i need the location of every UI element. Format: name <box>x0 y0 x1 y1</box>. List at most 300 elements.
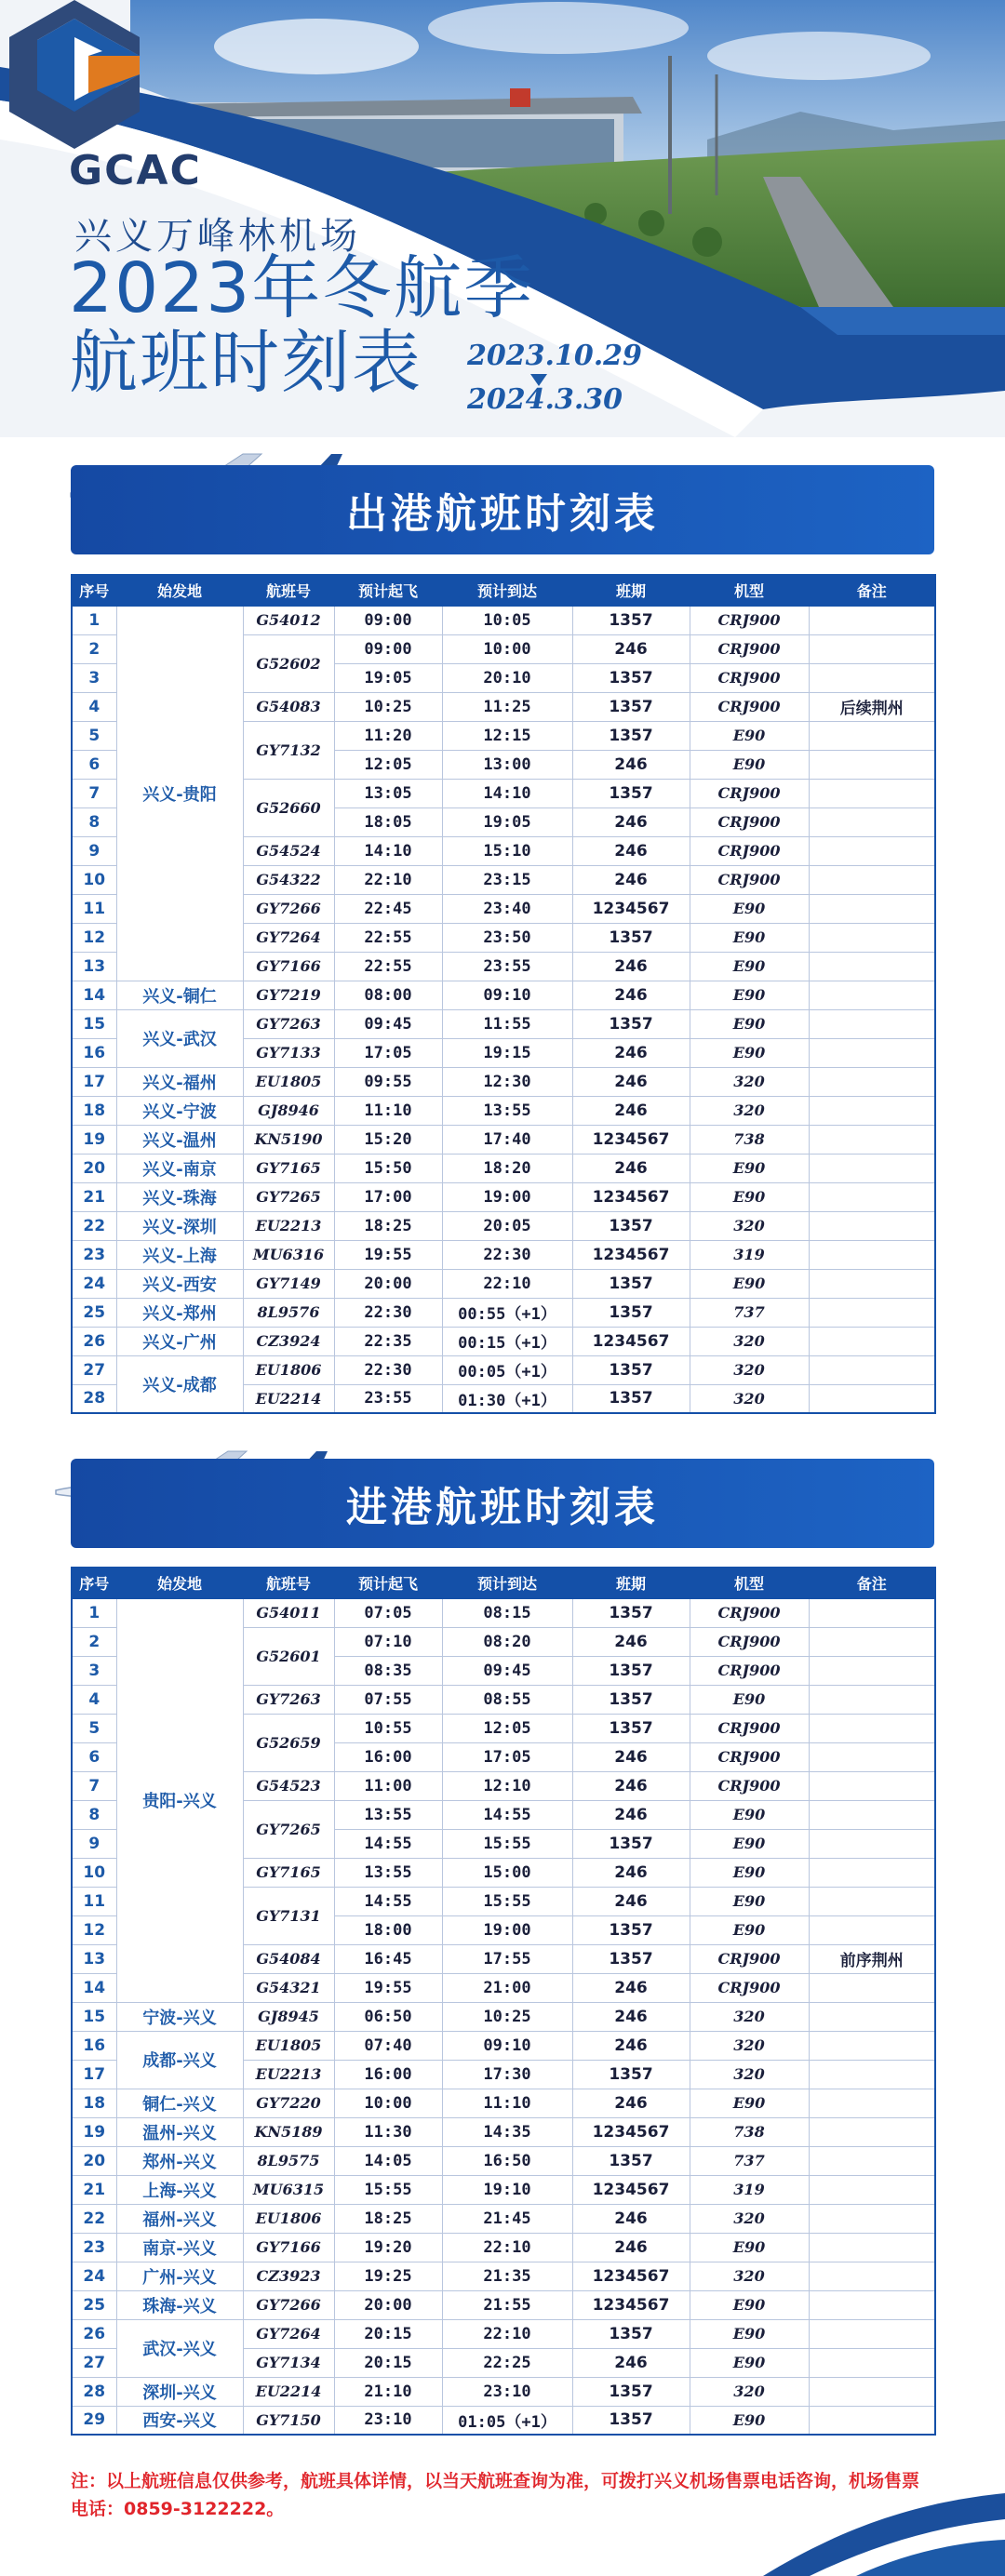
aircraft-type: E90 <box>690 1685 809 1714</box>
flight-number: GY7266 <box>243 2290 334 2319</box>
aircraft-type: 737 <box>690 1298 809 1327</box>
route-cell: 铜仁-兴义 <box>116 2089 243 2117</box>
remark <box>809 1096 935 1125</box>
flight-number: G54084 <box>243 1944 334 1973</box>
table-row <box>72 2146 935 2175</box>
table-row <box>72 1125 935 1154</box>
arrival-time: 08:20 <box>442 1627 572 1656</box>
aircraft-type: E90 <box>690 981 809 1009</box>
flight-number: GY7265 <box>243 1182 334 1211</box>
row-index: 20 <box>72 1154 116 1182</box>
arrival-time: 00:55（+1） <box>442 1298 572 1327</box>
route-cell: 成都-兴义 <box>116 2031 243 2089</box>
arrival-time: 17:30 <box>442 2060 572 2089</box>
departure-time: 10:55 <box>334 1714 442 1742</box>
aircraft-type: E90 <box>690 1038 809 1067</box>
table-row <box>72 2031 935 2060</box>
flight-number: GJ8945 <box>243 2002 334 2031</box>
row-index: 9 <box>72 1829 116 1858</box>
route-cell: 福州-兴义 <box>116 2204 243 2233</box>
row-index: 5 <box>72 721 116 750</box>
flight-number: GY7265 <box>243 1800 334 1858</box>
aircraft-type: CRJ900 <box>690 1973 809 2002</box>
arrival-time: 12:30 <box>442 1067 572 1096</box>
col-aircraft: 机型 <box>690 575 809 606</box>
aircraft-type: E90 <box>690 1269 809 1298</box>
row-index: 10 <box>72 865 116 894</box>
operating-days: 246 <box>572 2002 690 2031</box>
airport-name: 兴义万峰林机场 <box>74 215 361 258</box>
arrival-time: 09:10 <box>442 981 572 1009</box>
remark <box>809 663 935 692</box>
departure-time: 22:55 <box>334 923 442 952</box>
flight-number: GY7220 <box>243 2089 334 2117</box>
aircraft-type: E90 <box>690 2089 809 2117</box>
arrival-time: 13:55 <box>442 1096 572 1125</box>
row-index: 7 <box>72 779 116 808</box>
aircraft-type: E90 <box>690 1154 809 1182</box>
arrival-time: 20:10 <box>442 663 572 692</box>
flight-number: EU2213 <box>243 1211 334 1240</box>
row-index: 4 <box>72 1685 116 1714</box>
arrivals-table <box>71 1567 936 2436</box>
table-row <box>72 2117 935 2146</box>
aircraft-type: CRJ900 <box>690 1714 809 1742</box>
arrival-time: 17:05 <box>442 1742 572 1771</box>
remark <box>809 1182 935 1211</box>
remark <box>809 1038 935 1067</box>
row-index: 16 <box>72 1038 116 1067</box>
departure-time: 22:30 <box>334 1355 442 1384</box>
table-row <box>72 1240 935 1269</box>
row-index: 4 <box>72 692 116 721</box>
departure-time: 06:50 <box>334 2002 442 2031</box>
flight-number: EU1806 <box>243 2204 334 2233</box>
aircraft-type: CRJ900 <box>690 808 809 836</box>
route-cell: 广州-兴义 <box>116 2262 243 2290</box>
aircraft-type: E90 <box>690 1800 809 1829</box>
col-arrival-time: 预计到达 <box>442 575 572 606</box>
arrival-time: 23:15 <box>442 865 572 894</box>
table-row <box>72 2204 935 2233</box>
aircraft-type: 320 <box>690 2204 809 2233</box>
col-flight: 航班号 <box>243 575 334 606</box>
aircraft-type: 320 <box>690 2060 809 2089</box>
remark <box>809 1714 935 1742</box>
row-index: 27 <box>72 1355 116 1384</box>
remark <box>809 952 935 981</box>
col-route: 始发地 <box>116 575 243 606</box>
arrival-time: 17:40 <box>442 1125 572 1154</box>
flight-number: EU1806 <box>243 1355 334 1384</box>
departure-time: 22:35 <box>334 1327 442 1355</box>
flight-number: GY7134 <box>243 2348 334 2377</box>
arrival-time: 22:10 <box>442 2233 572 2262</box>
departure-time: 22:45 <box>334 894 442 923</box>
operating-days: 1357 <box>572 1944 690 1973</box>
arrival-time: 17:55 <box>442 1944 572 1973</box>
aircraft-type: 320 <box>690 1096 809 1125</box>
table-header-row <box>72 1568 935 1598</box>
aircraft-type: E90 <box>690 1829 809 1858</box>
operating-days: 246 <box>572 1742 690 1771</box>
flight-number: GJ8946 <box>243 1096 334 1125</box>
flight-number: GY7131 <box>243 1887 334 1944</box>
flight-number: G54321 <box>243 1973 334 2002</box>
arrival-time: 21:45 <box>442 2204 572 2233</box>
remark: 后续荆州 <box>809 692 935 721</box>
remark <box>809 634 935 663</box>
remark <box>809 2406 935 2435</box>
remark <box>809 1125 935 1154</box>
operating-days: 246 <box>572 2348 690 2377</box>
arrival-time: 11:10 <box>442 2089 572 2117</box>
remark <box>809 1771 935 1800</box>
row-index: 25 <box>72 1298 116 1327</box>
aircraft-type: E90 <box>690 1182 809 1211</box>
departure-time: 07:05 <box>334 1598 442 1627</box>
flight-number: G54523 <box>243 1771 334 1800</box>
col-note: 备注 <box>809 1568 935 1598</box>
aircraft-type: 320 <box>690 1211 809 1240</box>
col-arrival-time: 预计到达 <box>442 1568 572 1598</box>
departure-time: 10:25 <box>334 692 442 721</box>
route-cell: 兴义-贵阳 <box>116 606 243 981</box>
footnote: 注：以上航班信息仅供参考，航班具体详情，以当天航班查询为准，可拨打兴义机场售票电话咨询，机场售票电话：0859-3122222。 <box>71 2471 920 2519</box>
row-index: 23 <box>72 2233 116 2262</box>
table-row <box>72 2377 935 2406</box>
table-row <box>72 2002 935 2031</box>
aircraft-type: CRJ900 <box>690 1598 809 1627</box>
operating-days: 1357 <box>572 663 690 692</box>
remark <box>809 2319 935 2348</box>
operating-days: 1234567 <box>572 1182 690 1211</box>
col-note: 备注 <box>809 575 935 606</box>
route-cell: 上海-兴义 <box>116 2175 243 2204</box>
departure-time: 17:05 <box>334 1038 442 1067</box>
flight-number: GY7149 <box>243 1269 334 1298</box>
aircraft-type: 738 <box>690 1125 809 1154</box>
arrival-time: 21:35 <box>442 2262 572 2290</box>
operating-days: 1357 <box>572 1355 690 1384</box>
table-row <box>72 2290 935 2319</box>
operating-days: 246 <box>572 2204 690 2233</box>
departure-time: 07:10 <box>334 1627 442 1656</box>
remark <box>809 2089 935 2117</box>
remark <box>809 721 935 750</box>
operating-days: 1234567 <box>572 2117 690 2146</box>
row-index: 28 <box>72 2377 116 2406</box>
flight-number: 8L9576 <box>243 1298 334 1327</box>
flight-number: MU6315 <box>243 2175 334 2204</box>
aircraft-type: 320 <box>690 1384 809 1413</box>
gcac-logo-icon <box>0 0 149 149</box>
remark <box>809 1915 935 1944</box>
departure-time: 22:55 <box>334 952 442 981</box>
departure-time: 18:25 <box>334 1211 442 1240</box>
remark <box>809 2348 935 2377</box>
flight-number: EU2214 <box>243 2377 334 2406</box>
departure-time: 19:20 <box>334 2233 442 2262</box>
route-cell: 兴义-广州 <box>116 1327 243 1355</box>
operating-days: 1357 <box>572 1009 690 1038</box>
flight-number: EU1805 <box>243 1067 334 1096</box>
remark <box>809 2377 935 2406</box>
flight-number: GY7263 <box>243 1685 334 1714</box>
operating-days: 246 <box>572 952 690 981</box>
arrival-time: 12:10 <box>442 1771 572 1800</box>
aircraft-type: CRJ900 <box>690 1627 809 1656</box>
table-row <box>72 1182 935 1211</box>
row-index: 6 <box>72 750 116 779</box>
row-index: 14 <box>72 981 116 1009</box>
row-index: 7 <box>72 1771 116 1800</box>
aircraft-type: CRJ900 <box>690 865 809 894</box>
remark <box>809 1627 935 1656</box>
flight-number: KN5190 <box>243 1125 334 1154</box>
operating-days: 1357 <box>572 721 690 750</box>
row-index: 12 <box>72 1915 116 1944</box>
route-cell: 兴义-西安 <box>116 1269 243 1298</box>
operating-days: 1234567 <box>572 2290 690 2319</box>
route-cell: 西安-兴义 <box>116 2406 243 2435</box>
route-cell: 兴义-南京 <box>116 1154 243 1182</box>
departure-time: 23:55 <box>334 1384 442 1413</box>
route-cell: 兴义-珠海 <box>116 1182 243 1211</box>
row-index: 23 <box>72 1240 116 1269</box>
departure-time: 18:25 <box>334 2204 442 2233</box>
departure-time: 09:00 <box>334 606 442 634</box>
route-cell: 兴义-郑州 <box>116 1298 243 1327</box>
departure-time: 12:05 <box>334 750 442 779</box>
aircraft-type: 320 <box>690 1355 809 1384</box>
departure-time: 23:10 <box>334 2406 442 2435</box>
aircraft-type: E90 <box>690 952 809 981</box>
remark <box>809 1887 935 1915</box>
row-index: 20 <box>72 2146 116 2175</box>
departure-time: 14:55 <box>334 1887 442 1915</box>
departure-time: 09:00 <box>334 634 442 663</box>
arrival-time: 18:20 <box>442 1154 572 1182</box>
operating-days: 246 <box>572 1800 690 1829</box>
date-end: 2024.3.30 <box>467 383 623 416</box>
row-index: 6 <box>72 1742 116 1771</box>
remark <box>809 1685 935 1714</box>
arrival-time: 19:05 <box>442 808 572 836</box>
remark <box>809 981 935 1009</box>
row-index: 16 <box>72 2031 116 2060</box>
arrival-time: 12:15 <box>442 721 572 750</box>
operating-days: 1234567 <box>572 1327 690 1355</box>
aircraft-type: CRJ900 <box>690 692 809 721</box>
route-cell: 兴义-深圳 <box>116 1211 243 1240</box>
row-index: 19 <box>72 2117 116 2146</box>
route-cell: 南京-兴义 <box>116 2233 243 2262</box>
departure-time: 22:10 <box>334 865 442 894</box>
table-row <box>72 1154 935 1182</box>
remark <box>809 1384 935 1413</box>
departure-time: 20:00 <box>334 1269 442 1298</box>
operating-days: 1234567 <box>572 1125 690 1154</box>
remark <box>809 750 935 779</box>
table-header-row <box>72 575 935 606</box>
operating-days: 1357 <box>572 2406 690 2435</box>
arrival-time: 19:15 <box>442 1038 572 1067</box>
row-index: 2 <box>72 634 116 663</box>
row-index: 8 <box>72 808 116 836</box>
departure-time: 17:00 <box>334 1182 442 1211</box>
operating-days: 1234567 <box>572 894 690 923</box>
arrival-time: 23:55 <box>442 952 572 981</box>
row-index: 18 <box>72 1096 116 1125</box>
operating-days: 246 <box>572 1973 690 2002</box>
row-index: 5 <box>72 1714 116 1742</box>
operating-days: 246 <box>572 1154 690 1182</box>
arrival-time: 00:05（+1） <box>442 1355 572 1384</box>
row-index: 21 <box>72 2175 116 2204</box>
table-row <box>72 1355 935 1384</box>
operating-days: 1357 <box>572 779 690 808</box>
flight-number: EU1805 <box>243 2031 334 2060</box>
remark <box>809 1154 935 1182</box>
date-start: 2023.10.29 <box>467 340 642 372</box>
arrival-time: 22:25 <box>442 2348 572 2377</box>
departure-time: 07:40 <box>334 2031 442 2060</box>
flight-number: GY7132 <box>243 721 334 779</box>
arrival-time: 09:10 <box>442 2031 572 2060</box>
departure-time: 19:55 <box>334 1973 442 2002</box>
arrival-time: 11:25 <box>442 692 572 721</box>
operating-days: 246 <box>572 634 690 663</box>
aircraft-type: 738 <box>690 2117 809 2146</box>
departure-time: 20:15 <box>334 2348 442 2377</box>
row-index: 3 <box>72 1656 116 1685</box>
col-days: 班期 <box>572 1568 690 1598</box>
flight-number: GY7264 <box>243 2319 334 2348</box>
operating-days: 246 <box>572 865 690 894</box>
row-index: 27 <box>72 2348 116 2377</box>
remark <box>809 1829 935 1858</box>
row-index: 3 <box>72 663 116 692</box>
arrival-time: 13:00 <box>442 750 572 779</box>
operating-days: 1357 <box>572 1598 690 1627</box>
remark <box>809 2204 935 2233</box>
departure-time: 11:30 <box>334 2117 442 2146</box>
operating-days: 246 <box>572 1771 690 1800</box>
arrival-time: 10:00 <box>442 634 572 663</box>
arrival-time: 23:10 <box>442 2377 572 2406</box>
departure-time: 11:20 <box>334 721 442 750</box>
route-cell: 珠海-兴义 <box>116 2290 243 2319</box>
row-index: 10 <box>72 1858 116 1887</box>
remark <box>809 1269 935 1298</box>
aircraft-type: 319 <box>690 2175 809 2204</box>
route-cell: 宁波-兴义 <box>116 2002 243 2031</box>
aircraft-type: E90 <box>690 721 809 750</box>
aircraft-type: E90 <box>690 2348 809 2377</box>
flight-number: MU6316 <box>243 1240 334 1269</box>
flight-number: GY7263 <box>243 1009 334 1038</box>
remark <box>809 1742 935 1771</box>
arrival-time: 12:05 <box>442 1714 572 1742</box>
arrival-time: 14:55 <box>442 1800 572 1829</box>
aircraft-type: CRJ900 <box>690 1944 809 1973</box>
remark <box>809 2290 935 2319</box>
row-index: 28 <box>72 1384 116 1413</box>
flight-number: GY7150 <box>243 2406 334 2435</box>
operating-days: 246 <box>572 1067 690 1096</box>
departure-time: 11:00 <box>334 1771 442 1800</box>
remark <box>809 1067 935 1096</box>
row-index: 1 <box>72 1598 116 1627</box>
departure-time: 13:05 <box>334 779 442 808</box>
flight-number: G54083 <box>243 692 334 721</box>
operating-days: 1234567 <box>572 2262 690 2290</box>
departure-time: 19:05 <box>334 663 442 692</box>
table-row <box>72 1298 935 1327</box>
departure-time: 18:00 <box>334 1915 442 1944</box>
aircraft-type: CRJ900 <box>690 1656 809 1685</box>
flight-number: G54524 <box>243 836 334 865</box>
aircraft-type: E90 <box>690 2290 809 2319</box>
arrival-time: 15:55 <box>442 1887 572 1915</box>
table-row <box>72 1327 935 1355</box>
route-cell: 兴义-武汉 <box>116 1009 243 1067</box>
flight-number: G52660 <box>243 779 334 836</box>
operating-days: 1357 <box>572 1298 690 1327</box>
arrival-time: 01:30（+1） <box>442 1384 572 1413</box>
aircraft-type: E90 <box>690 2233 809 2262</box>
schedule-subtitle: 航班时刻表 <box>69 323 422 403</box>
route-cell: 郑州-兴义 <box>116 2146 243 2175</box>
remark <box>809 2060 935 2089</box>
table-row <box>72 1096 935 1125</box>
operating-days: 246 <box>572 750 690 779</box>
aircraft-type: 320 <box>690 2031 809 2060</box>
arrival-time: 19:00 <box>442 1182 572 1211</box>
departure-time: 18:05 <box>334 808 442 836</box>
arrival-time: 15:55 <box>442 1829 572 1858</box>
arrival-time: 19:00 <box>442 1915 572 1944</box>
logo-text: GCAC <box>69 147 202 194</box>
flight-number: G54012 <box>243 606 334 634</box>
row-index: 26 <box>72 2319 116 2348</box>
arrival-time: 09:45 <box>442 1656 572 1685</box>
departure-time: 21:10 <box>334 2377 442 2406</box>
row-index: 11 <box>72 894 116 923</box>
aircraft-type: 320 <box>690 1067 809 1096</box>
arrival-time: 23:40 <box>442 894 572 923</box>
departure-time: 19:55 <box>334 1240 442 1269</box>
operating-days: 246 <box>572 2233 690 2262</box>
header <box>0 0 1005 437</box>
operating-days: 1357 <box>572 606 690 634</box>
operating-days: 1357 <box>572 2377 690 2406</box>
row-index: 1 <box>72 606 116 634</box>
table-row <box>72 606 935 634</box>
arrival-time: 22:30 <box>442 1240 572 1269</box>
flight-number: G52601 <box>243 1627 334 1685</box>
departure-time: 14:05 <box>334 2146 442 2175</box>
col-departure-time: 预计起飞 <box>334 1568 442 1598</box>
departure-time: 20:15 <box>334 2319 442 2348</box>
table-row <box>72 2406 935 2435</box>
departure-time: 20:00 <box>334 2290 442 2319</box>
aircraft-type: 320 <box>690 2262 809 2290</box>
operating-days: 1357 <box>572 692 690 721</box>
departure-time: 08:00 <box>334 981 442 1009</box>
aircraft-type: CRJ900 <box>690 836 809 865</box>
